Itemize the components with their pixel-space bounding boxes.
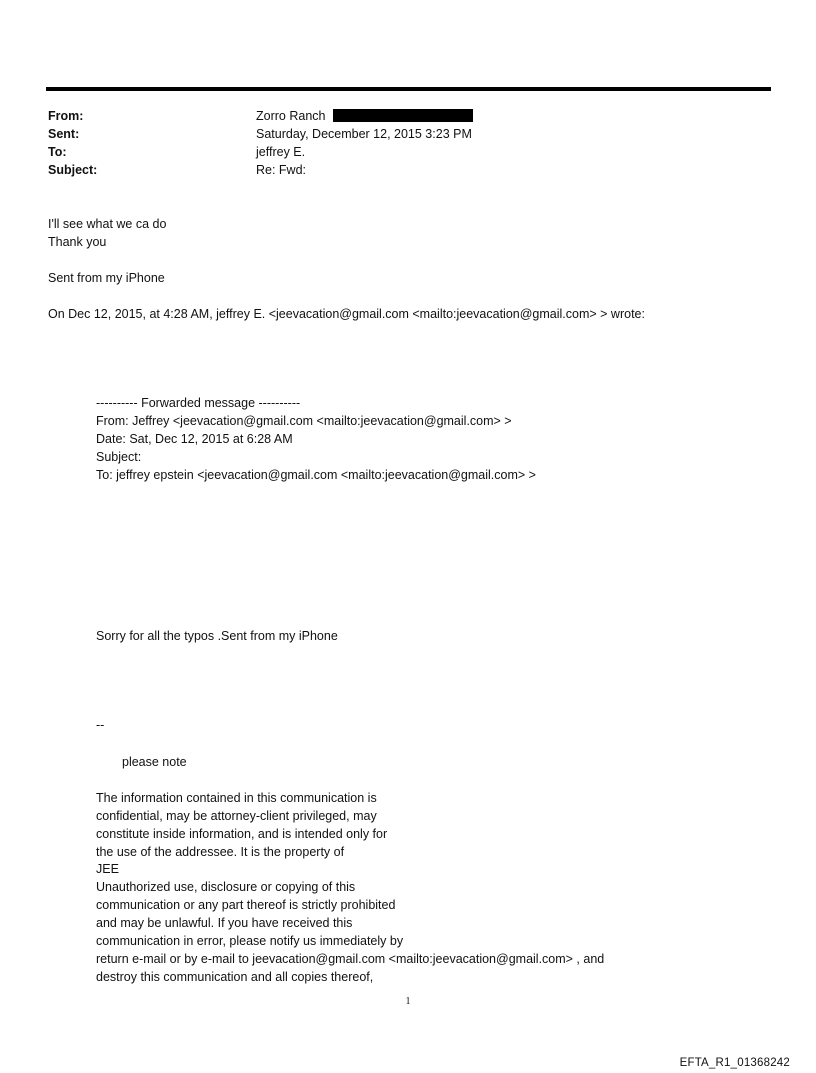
typos-signature: Sorry for all the typos .Sent from my iPhone (96, 629, 338, 643)
forwarded-separator: ---------- Forwarded message ---------- (96, 396, 301, 410)
disclaimer-line: return e-mail or by e-mail to jeevacation@gmail.com <mailto:jeevacation@gmail.com> , and (96, 952, 605, 966)
disclaimer-line: communication or any part thereof is strictly prohibited (96, 898, 396, 912)
body-line: I'll see what we ca do (48, 217, 167, 231)
from-value (256, 109, 473, 123)
from-name: Zorro Ranch (256, 109, 326, 123)
subject-value: Re: Fwd: (256, 163, 307, 177)
page-number: 1 (405, 996, 411, 1007)
disclaimer-line: JEE (96, 862, 119, 876)
signature-dashes: -- (96, 718, 105, 732)
disclaimer-line: The information contained in this communication is (96, 791, 377, 805)
sent-value: Saturday, December 12, 2015 3:23 PM (256, 127, 472, 141)
body-line: Thank you (48, 235, 107, 249)
redaction-block (333, 109, 473, 122)
disclaimer-line: confidential, may be attorney-client privileged, may (96, 809, 377, 823)
to-label: To: (48, 145, 67, 159)
signature-line: Sent from my iPhone (48, 271, 165, 285)
disclaimer-line: Unauthorized use, disclosure or copying of this (96, 880, 356, 894)
header-divider (46, 87, 771, 91)
forwarded-date: Date: Sat, Dec 12, 2015 at 6:28 AM (96, 432, 293, 446)
disclaimer-line: destroy this communication and all copies thereof, (96, 970, 374, 984)
forwarded-subject: Subject: (96, 450, 142, 464)
forwarded-from: From: Jeffrey <jeevacation@gmail.com <mailto:jeevacation@gmail.com> > (96, 414, 512, 428)
subject-label: Subject: (48, 163, 98, 177)
bates-number: EFTA_R1_01368242 (679, 1057, 790, 1069)
disclaimer-line: constitute inside information, and is intended only for (96, 827, 388, 841)
please-note: please note (122, 755, 187, 769)
quote-intro: On Dec 12, 2015, at 4:28 AM, jeffrey E. <jeevacation@gmail.com <mailto:jeevacation@gmail.com> > wrote: (48, 307, 645, 321)
forwarded-to: To: jeffrey epstein <jeevacation@gmail.com <mailto:jeevacation@gmail.com> > (96, 468, 536, 482)
sent-label: Sent: (48, 127, 80, 141)
to-value: jeffrey E. (256, 145, 306, 159)
disclaimer-line: communication in error, please notify us immediately by (96, 934, 404, 948)
from-label: From: (48, 109, 84, 123)
disclaimer-line: and may be unlawful. If you have received this (96, 916, 353, 930)
disclaimer-line: the use of the addressee. It is the property of (96, 845, 345, 859)
